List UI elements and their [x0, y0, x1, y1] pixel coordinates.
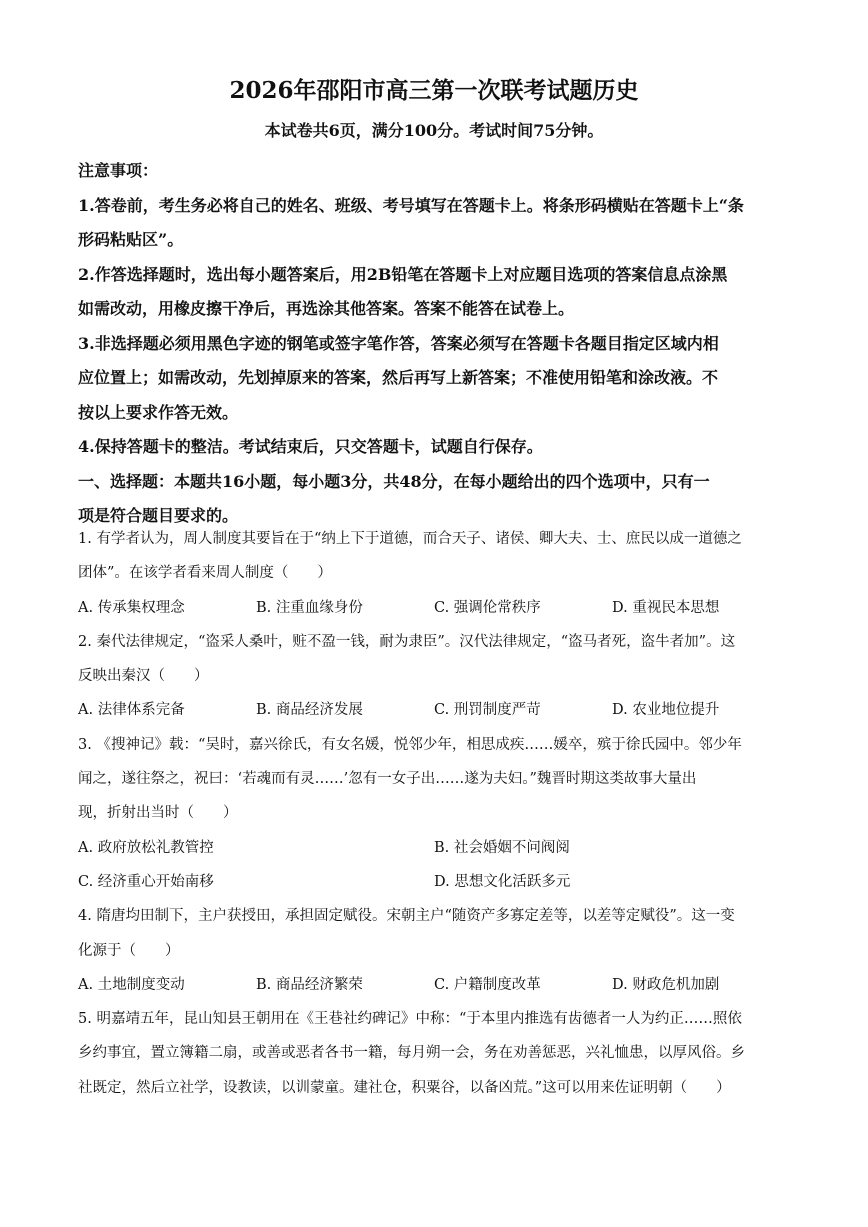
section-heading: 一、选择题：本题共16小题，每小题3分，共48分，在每小题给出的四个选项中，只有一 — [78, 471, 710, 491]
question-4-options — [78, 968, 796, 1002]
question-5-stem: 5. 明嘉靖五年，昆山知县王朝用在《王巷社约碑记》中称：“于本里内推选有齿德者一人为约正……照依 — [78, 1011, 742, 1028]
option-a: A. 政府放松礼教管控 — [78, 839, 214, 856]
option-a: A. 法律体系完备 — [78, 702, 185, 719]
notice-line: 形码粘贴区”。 — [78, 230, 184, 249]
question-1-stem: 1. 有学者认为，周人制度其要旨在于“纳上下于道德，而合天子、诸侯、卿大夫、士、庶民以成一道德之 — [78, 531, 742, 547]
question-2-options — [78, 693, 796, 727]
option-b: B. 注重血缘身份 — [256, 599, 363, 616]
question-2-stem: 2. 秦代法律规定，“盗采人桑叶，赃不盈一钱，耐为隶臣”。汉代法律规定，“盗马者死，盗牛者加”。这 — [78, 633, 736, 650]
section-heading: 项是符合题目要求的。 — [78, 506, 239, 525]
question-4-stem: 化源于（ ） — [78, 942, 180, 959]
exam-info: 本试卷共6页，满分100分。考试时间75分钟。 — [264, 121, 604, 140]
question-1-options — [78, 591, 796, 625]
option-d: D. 思想文化活跃多元 — [434, 873, 571, 890]
option-b: B. 商品经济繁荣 — [256, 976, 363, 993]
question-1-stem: 团体”。在该学者看来周人制度（ ） — [78, 565, 332, 582]
notice-section — [78, 154, 796, 534]
option-b: B. 社会婚姻不问阀阅 — [434, 839, 570, 856]
notice-line: 如需改动，用橡皮擦干净后，再选涂其他答案。答案不能答在试卷上。 — [78, 299, 575, 318]
question-3-options — [78, 865, 796, 899]
option-d: D. 农业地位提升 — [612, 702, 720, 719]
question-3-options — [78, 831, 796, 865]
notice-line: 应位置上；如需改动，先划掉原来的答案，然后再写上新答案；不准使用铅笔和涂改液。不 — [78, 368, 719, 387]
option-c: C. 经济重心开始南移 — [78, 873, 214, 890]
question-3-stem: 现，折射出当时（ ） — [78, 805, 238, 822]
notice-line: 1.答卷前，考生务必将自己的姓名、班级、考号填写在答题卡上。将条形码横贴在答题卡上“条 — [78, 195, 744, 215]
option-c: C. 强调伦常秩序 — [434, 599, 541, 616]
question-5-stem: 社既定，然后立社学，设教读，以训蒙童。建社仓，积粟谷，以备凶荒。”这可以用来佐证明朝（ ） — [78, 1079, 731, 1096]
notice-line: 4.保持答题卡的整洁。考试结束后，只交答题卡，试题自行保存。 — [78, 437, 543, 456]
question-4-stem: 4. 隋唐均田制下，主户获授田，承担固定赋役。宋朝主户“随资产多寡定差等，以差等定赋役”。这一变 — [78, 908, 735, 925]
option-d: D. 重视民本思想 — [612, 599, 720, 616]
option-b: B. 商品经济发展 — [256, 702, 363, 719]
notice-heading: 注意事项： — [78, 161, 159, 180]
question-5-stem: 乡约事宜，置立簿籍二扇，或善或恶者各书一籍，每月朔一会，务在劝善惩恶，兴礼恤患，以厚风俗。乡 — [78, 1045, 745, 1062]
questions-section — [78, 522, 796, 1105]
option-d: D. 财政危机加剧 — [612, 976, 720, 993]
question-2-stem: 反映出秦汉（ ） — [78, 668, 209, 685]
option-c: C. 刑罚制度严苛 — [434, 702, 541, 719]
notice-line: 3.非选择题必须用黑色字迹的钢笔或签字笔作答，答案必须写在答题卡各题目指定区域内相 — [78, 333, 719, 353]
notice-line: 2.作答选择题时，选出每小题答案后，用2B铅笔在答题卡上对应题目选项的答案信息点涂黑 — [78, 264, 728, 284]
option-a: A. 传承集权理念 — [78, 599, 185, 616]
question-3-stem: 闻之，遂往祭之，祝曰：‘若魂而有灵……’忽有一女子出……遂为夫妇。”魏晋时期这类故事大量出 — [78, 771, 697, 788]
question-3-stem: 3. 《搜神记》载：“吴时，嘉兴徐氏，有女名媛，悦邻少年，相思成疾……媛卒，殡于徐氏园中。邻少年 — [78, 736, 742, 753]
notice-line: 按以上要求作答无效。 — [78, 402, 239, 422]
option-c: C. 户籍制度改革 — [434, 976, 541, 993]
option-a: A. 土地制度变动 — [78, 976, 185, 993]
page-title: 2026年邵阳市高三第一次联考试题历史 — [229, 77, 639, 104]
